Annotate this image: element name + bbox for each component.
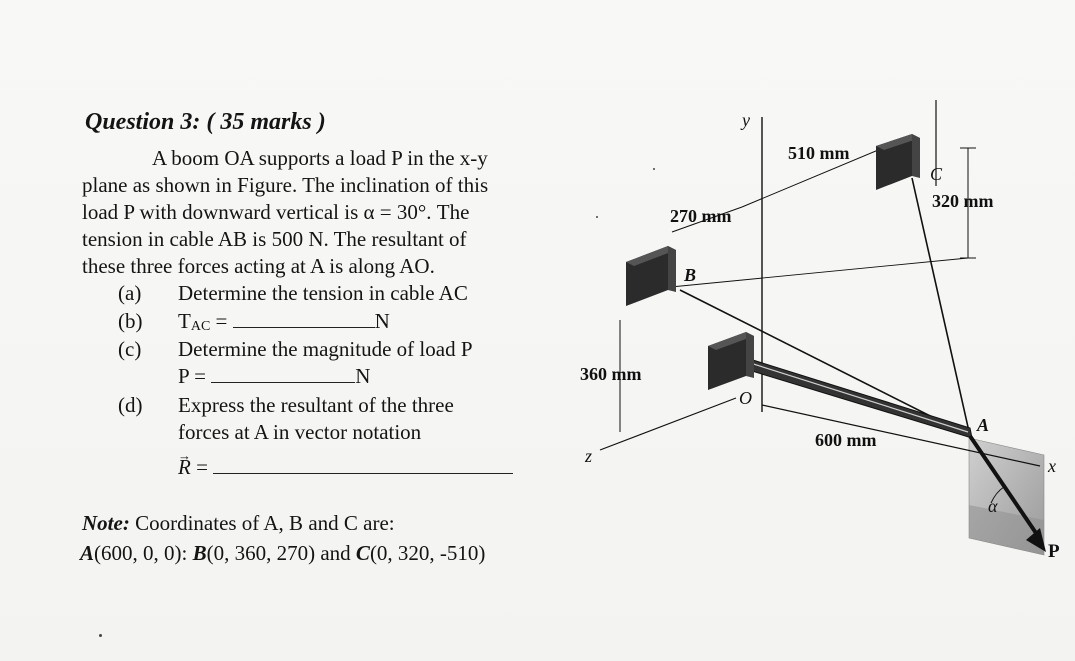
tension-subscript: AC bbox=[190, 319, 211, 334]
boom-highlight bbox=[744, 361, 968, 432]
resultant-vector-symbol: → R bbox=[178, 455, 191, 479]
intro-line-3: load P with downward vertical is α = 30°. The bbox=[82, 200, 470, 224]
dimension-270-label: 270 mm bbox=[670, 206, 732, 226]
block-b bbox=[626, 246, 676, 306]
part-c-text: Determine the magnitude of load P bbox=[178, 337, 473, 361]
tension-symbol: T bbox=[178, 309, 191, 333]
part-c-prefix: P = bbox=[178, 364, 206, 388]
point-b-label: B bbox=[684, 265, 697, 285]
dimension-510-label: 510 mm bbox=[788, 143, 850, 163]
y-axis-label: y bbox=[742, 110, 750, 130]
coord-a-label: A bbox=[80, 541, 95, 565]
intro-line-4: tension in cable AB is 500 N. The resultant of bbox=[82, 227, 467, 251]
point-c-label: C bbox=[930, 164, 943, 184]
coord-b-label: B bbox=[192, 541, 207, 565]
intro-line-5: these three forces acting at A is along AO. bbox=[82, 254, 435, 278]
alpha-label: α bbox=[988, 496, 998, 516]
part-a-text: Determine the tension in cable AC bbox=[178, 281, 468, 305]
dimension-360-label: 360 mm bbox=[580, 364, 642, 384]
part-b-letter: (b) bbox=[118, 309, 143, 333]
intro-line-1: A boom OA supports a load P in the x-y bbox=[152, 146, 488, 170]
question-title: Question 3: ( 35 marks ) bbox=[85, 109, 326, 135]
coord-b-values: (0, 360, 270) and bbox=[206, 541, 356, 565]
x-axis-label: x bbox=[1048, 456, 1056, 476]
intro-line-2: plane as shown in Figure. The inclination of this bbox=[82, 173, 489, 197]
part-d-text-line-1: Express the resultant of the three bbox=[178, 393, 454, 417]
part-c-letter: (c) bbox=[118, 337, 142, 361]
part-b-equals: = bbox=[210, 309, 228, 333]
part-d-equals: = bbox=[190, 455, 208, 479]
note-label: Note: bbox=[82, 511, 130, 535]
dimension-320-label: 320 mm bbox=[932, 191, 994, 211]
part-d-letter: (d) bbox=[118, 393, 143, 417]
part-c-unit: N bbox=[355, 364, 371, 388]
cable-ac bbox=[912, 178, 970, 436]
block-o bbox=[708, 332, 754, 390]
part-b-unit: N bbox=[374, 309, 390, 333]
point-o-label: O bbox=[739, 388, 752, 408]
dimension-600-label: 600 mm bbox=[815, 430, 877, 450]
coord-c-label: C bbox=[355, 541, 370, 565]
note-text: Coordinates of A, B and C are: bbox=[129, 511, 395, 535]
z-axis-label: z bbox=[585, 446, 593, 466]
load-p-label: P bbox=[1048, 541, 1060, 562]
point-a-label: A bbox=[977, 415, 990, 435]
part-d-text-line-2: forces at A in vector notation bbox=[178, 420, 422, 444]
coord-a-values: (600, 0, 0): bbox=[94, 541, 193, 565]
part-a-letter: (a) bbox=[118, 281, 142, 305]
coord-c-values: (0, 320, -510) bbox=[369, 541, 486, 565]
